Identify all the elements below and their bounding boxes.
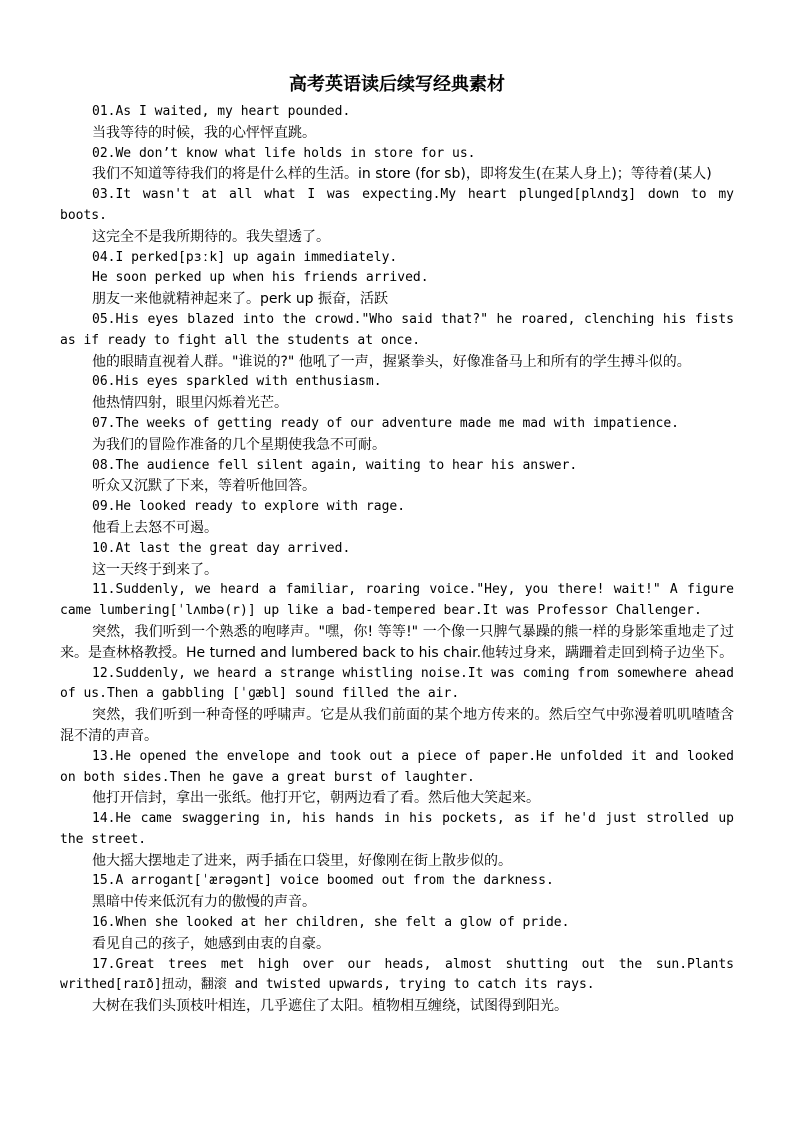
sentence-zh: 突然，我们听到一种奇怪的呼啸声。它是从我们前面的某个地方传来的。然后空气中弥漫着叽叽喳喳含混不清的声音。: [60, 707, 734, 744]
sentence-zh: 他热情四射，眼里闪烁着光芒。: [92, 395, 288, 412]
sentence-en: 07.The weeks of getting ready of our adventure made me mad with impatience.: [92, 415, 679, 431]
document-body: [60, 102, 734, 1017]
sentence-zh: 看见自己的孩子，她感到由衷的自豪。: [92, 935, 330, 952]
sentence-zh: 黑暗中传来低沉有力的傲慢的声音。: [92, 894, 316, 911]
sentence-en: 05.His eyes blazed into the crowd."Who said that?" he roared, clenching his fists as if ready to fight all the students at once.: [60, 311, 734, 348]
sentence-zh: 这完全不是我所期待的。我失望透了。: [92, 228, 330, 245]
sentence-en: 04.I perked[pɜːk] up again immediately.: [92, 249, 398, 265]
sentence-en: 12.Suddenly, we heard a strange whistling noise.It was coming from somewhere ahead of us.Then a gabbling [ˈɡæbl] sound filled the air.: [60, 665, 734, 702]
sentence-zh: 大树在我们头顶枝叶相连，几乎遮住了太阳。植物相互缠绕，试图得到阳光。: [92, 998, 568, 1015]
sentence-zh: 这一天终于到来了。: [92, 561, 218, 578]
sentence-zh: 他打开信封，拿出一张纸。他打开它，朝两边看了看。然后他大笑起来。: [92, 790, 540, 807]
page-title: 高考英语读后续写经典素材: [289, 74, 505, 95]
sentence-en: 13.He opened the envelope and took out a piece of paper.He unfolded it and looked on both sides.Then he gave a great burst of laughter.: [60, 748, 734, 785]
sentence-zh: 听众又沉默了下来，等着听他回答。: [92, 478, 316, 495]
sentence-en: 15.A arrogant[ˈærəɡənt] voice boomed out from the darkness.: [92, 873, 554, 889]
sentence-en: 01.As I waited, my heart pounded.: [92, 104, 351, 119]
sentence-en: 02.We don’t know what life holds in store for us.: [92, 145, 476, 161]
sentence-en: 08.The audience fell silent again, waiting to hear his answer.: [92, 457, 578, 473]
sentence-zh: 他的眼睛直视着人群。"谁说的?" 他吼了一声，握紧拳头，好像准备马上和所有的学生搏斗似的。: [92, 353, 691, 370]
sentence-en: 03.It wasn't at all what I was expecting.My heart plunged[plʌndʒ] down to my boots.: [60, 187, 734, 223]
sentence-zh: 为我们的冒险作准备的几个星期使我急不可耐。: [92, 436, 386, 453]
sentence-en: 06.His eyes sparkled with enthusiasm.: [92, 374, 382, 390]
sentence-en: He soon perked up when his friends arrived.: [92, 270, 429, 286]
sentence-zh: 朋友一来他就精神起来了。perk up 振奋，活跃: [92, 291, 389, 308]
sentence-en: 09.He looked ready to explore with rage.: [92, 499, 406, 515]
sentence-en: 16.When she looked at her children, she felt a glow of pride.: [92, 915, 570, 931]
sentence-en: 14.He came swaggering in, his hands in his pockets, as if he'd just strolled up the street.: [60, 811, 734, 847]
sentence-en: 11.Suddenly, we heard a familiar, roaring voice."Hey, you there! wait!" A figure came lumbering[ˈlʌmbə(r)] up like a bad-tempered bear.It was Professor Challenger.: [60, 582, 734, 619]
sentence-zh: 他看上去怒不可遏。: [92, 519, 218, 536]
sentence-en: 17.Great trees met high over our heads, almost shutting out the sun.Plants writhed[raɪð]扭动，翻滚 and twisted upwards, trying to catch its rays.: [60, 956, 734, 993]
sentence-zh: 他大摇大摆地走了进来，两手插在口袋里，好像刚在街上散步似的。: [92, 852, 512, 869]
sentence-zh: 我们不知道等待我们的将是什么样的生活。in store (for sb)，即将发生(在某人身上)；等待着(某人): [92, 166, 712, 183]
sentence-zh: 当我等待的时候，我的心怦怦直跳。: [92, 124, 316, 141]
sentence-en: 10.At last the great day arrived.: [92, 540, 351, 556]
sentence-zh: 突然，我们听到一个熟悉的咆哮声。"嘿，你! 等等!" 一个像一只脾气暴躁的熊一样的身影笨重地走了过来。是查林格教授。He turned and lumbered back to his chair.他转过身来，蹒跚着走回到椅子边坐下。: [60, 623, 734, 661]
